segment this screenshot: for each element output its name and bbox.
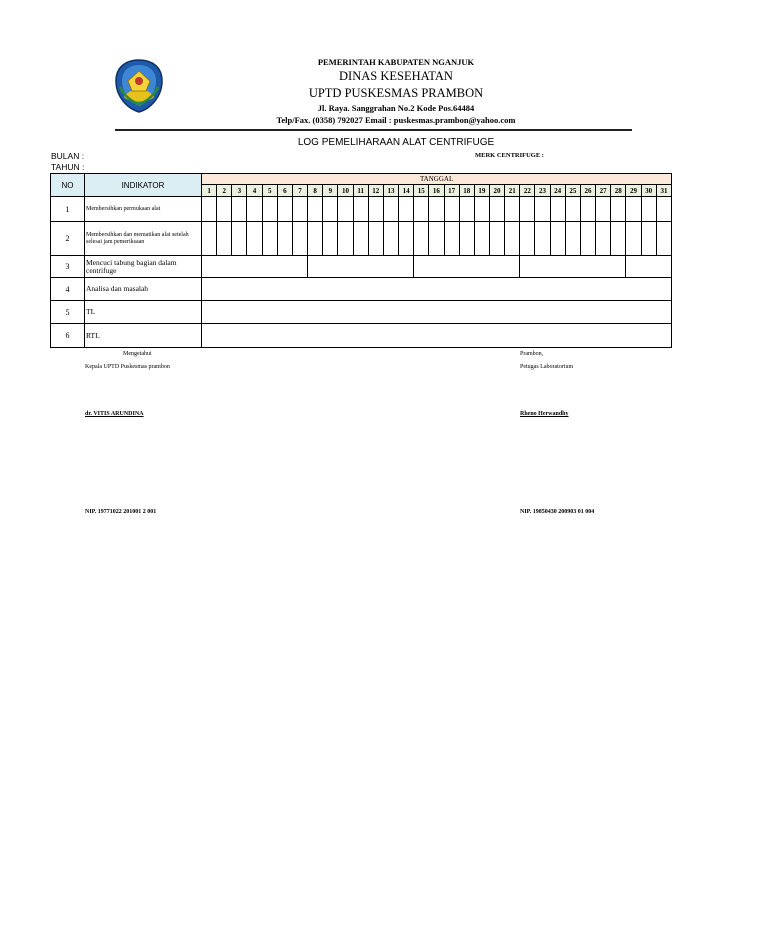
day-check-cell[interactable] [641,197,656,222]
day-check-cell[interactable] [292,222,307,256]
day-check-cell[interactable] [535,197,550,222]
day-check-cell[interactable] [444,222,459,256]
day-number: 1 [202,185,217,197]
day-check-cell[interactable] [277,197,292,222]
row-indikator: Membersihkan permukaan alat [85,197,202,222]
day-check-cell[interactable] [414,197,429,222]
day-check-cell[interactable] [202,222,217,256]
day-check-cell[interactable] [217,222,232,256]
day-check-cell[interactable] [353,197,368,222]
day-check-cell[interactable] [611,222,626,256]
day-number: 23 [535,185,550,197]
day-check-cell[interactable] [217,197,232,222]
day-check-cell[interactable] [489,197,504,222]
row-number: 6 [51,324,85,348]
day-number: 4 [247,185,262,197]
letterhead-government: PEMERINTAH KABUPATEN NGANJUK [317,57,475,67]
day-check-cell[interactable] [474,197,489,222]
day-check-cell[interactable] [611,197,626,222]
day-check-cell[interactable] [429,197,444,222]
table-row [51,301,672,324]
letterhead-contact: Telp/Fax. (0358) 792027 Email : puskesmas.prambon@yahoo.com [276,115,516,125]
day-check-cell[interactable] [459,222,474,256]
kabupaten-logo [110,57,168,115]
day-number: 14 [399,185,414,197]
day-check-cell[interactable] [383,197,398,222]
bulan-label: BULAN : [51,151,85,161]
day-check-cell[interactable] [338,197,353,222]
row-indikator: TL [85,301,202,324]
day-check-cell[interactable] [596,197,611,222]
day-check-cell[interactable] [656,222,672,256]
table-row [51,256,672,278]
sign-left-name: dr. VITIS ARUNDINA [85,411,144,417]
letterhead-divider [115,129,632,131]
day-check-cell[interactable] [474,222,489,256]
day-check-cell[interactable] [550,197,565,222]
day-number: 17 [444,185,459,197]
col-header-tanggal: TANGGAL [202,174,672,185]
day-check-cell[interactable] [262,197,277,222]
day-check-cell[interactable] [520,222,535,256]
day-check-cell[interactable] [505,222,520,256]
sign-left-nip: NIP. 19771022 201001 2 001 [85,509,157,515]
day-check-cell[interactable] [459,197,474,222]
sign-right-place: Prambon, [520,351,544,357]
day-check-cell[interactable] [368,222,383,256]
row-number: 3 [51,256,85,278]
day-number: 18 [459,185,474,197]
day-number: 9 [323,185,338,197]
day-number: 26 [580,185,595,197]
day-check-cell[interactable] [247,222,262,256]
day-check-cell[interactable] [565,222,580,256]
maintenance-log-table [50,173,672,348]
merk-centrifuge-label: MERK CENTRIFUGE : [475,152,544,159]
day-check-cell[interactable] [202,197,217,222]
table-row [51,278,672,301]
notes-cell[interactable] [202,301,672,324]
weekly-check-cell[interactable] [520,256,626,278]
day-check-cell[interactable] [368,197,383,222]
day-check-cell[interactable] [580,197,595,222]
notes-cell[interactable] [202,278,672,301]
day-check-cell[interactable] [323,197,338,222]
day-check-cell[interactable] [308,197,323,222]
day-check-cell[interactable] [520,197,535,222]
day-number: 2 [217,185,232,197]
day-check-cell[interactable] [505,197,520,222]
day-number: 27 [596,185,611,197]
day-check-cell[interactable] [656,197,672,222]
day-number: 31 [656,185,672,197]
row-number: 5 [51,301,85,324]
table-row [51,324,672,348]
table-header-row [51,174,672,185]
sign-right-name: Rheno Herwandhy [520,411,569,417]
day-check-cell[interactable] [626,222,641,256]
day-check-cell[interactable] [292,197,307,222]
day-number: 24 [550,185,565,197]
letterhead-address: Jl. Raya. Sanggrahan No.2 Kode Pos.64484 [317,103,475,113]
day-check-cell[interactable] [232,197,247,222]
row-indikator: Analisa dan masalah [85,278,202,301]
weekly-check-cell[interactable] [414,256,520,278]
day-check-cell[interactable] [641,222,656,256]
sign-left-position: Kepala UPTD Puskesmas prambon [85,364,170,370]
day-check-cell[interactable] [353,222,368,256]
day-check-cell[interactable] [383,222,398,256]
weekly-check-cell[interactable] [626,256,672,278]
day-check-cell[interactable] [626,197,641,222]
day-number: 5 [262,185,277,197]
day-number: 12 [368,185,383,197]
day-check-cell[interactable] [247,197,262,222]
day-number: 21 [505,185,520,197]
col-header-no: NO [51,174,85,197]
sign-right-nip: NIP. 19850430 200903 01 004 [520,509,595,515]
day-number: 13 [383,185,398,197]
day-check-cell[interactable] [489,222,504,256]
day-check-cell[interactable] [399,222,414,256]
day-check-cell[interactable] [262,222,277,256]
day-number: 15 [414,185,429,197]
day-check-cell[interactable] [444,197,459,222]
day-number: 22 [520,185,535,197]
day-check-cell[interactable] [535,222,550,256]
day-number: 3 [232,185,247,197]
day-check-cell[interactable] [323,222,338,256]
day-check-cell[interactable] [399,197,414,222]
day-check-cell[interactable] [596,222,611,256]
day-number: 19 [474,185,489,197]
document-title: LOG PEMELIHARAAN ALAT CENTRIFUGE [297,137,495,148]
day-number: 10 [338,185,353,197]
weekly-check-cell[interactable] [202,256,308,278]
sign-left-acknowledged: Mengetahui [123,351,152,357]
day-number: 11 [353,185,368,197]
day-number: 6 [277,185,292,197]
day-number: 7 [292,185,307,197]
day-number: 16 [429,185,444,197]
row-indikator: Membersihkan dan mematikan alat setelah selesai jam pemeriksaan [85,222,202,256]
day-check-cell[interactable] [414,222,429,256]
table-row [51,222,672,256]
row-number: 2 [51,222,85,256]
row-number: 1 [51,197,85,222]
day-number: 30 [641,185,656,197]
sign-right-position: Petugas Laboratorium [520,364,574,370]
day-check-cell[interactable] [565,197,580,222]
day-check-cell[interactable] [580,222,595,256]
weekly-check-cell[interactable] [308,256,414,278]
day-check-cell[interactable] [550,222,565,256]
day-number: 25 [565,185,580,197]
tahun-label: TAHUN : [51,162,85,172]
row-number: 4 [51,278,85,301]
table-row [51,197,672,222]
day-check-cell[interactable] [429,222,444,256]
notes-cell[interactable] [202,324,672,348]
letterhead-unit: UPTD PUSKESMAS PRAMBON [308,86,484,100]
day-number: 8 [308,185,323,197]
day-number: 29 [626,185,641,197]
row-indikator: Mencuci tabung bagian dalam centrifuge [85,256,202,278]
day-check-cell[interactable] [338,222,353,256]
day-number: 20 [489,185,504,197]
col-header-indikator: INDIKATOR [85,174,202,197]
day-check-cell[interactable] [308,222,323,256]
day-number: 28 [611,185,626,197]
day-check-cell[interactable] [232,222,247,256]
letterhead-department: DINAS KESEHATAN [339,69,453,83]
day-check-cell[interactable] [277,222,292,256]
row-indikator: RTL [85,324,202,348]
